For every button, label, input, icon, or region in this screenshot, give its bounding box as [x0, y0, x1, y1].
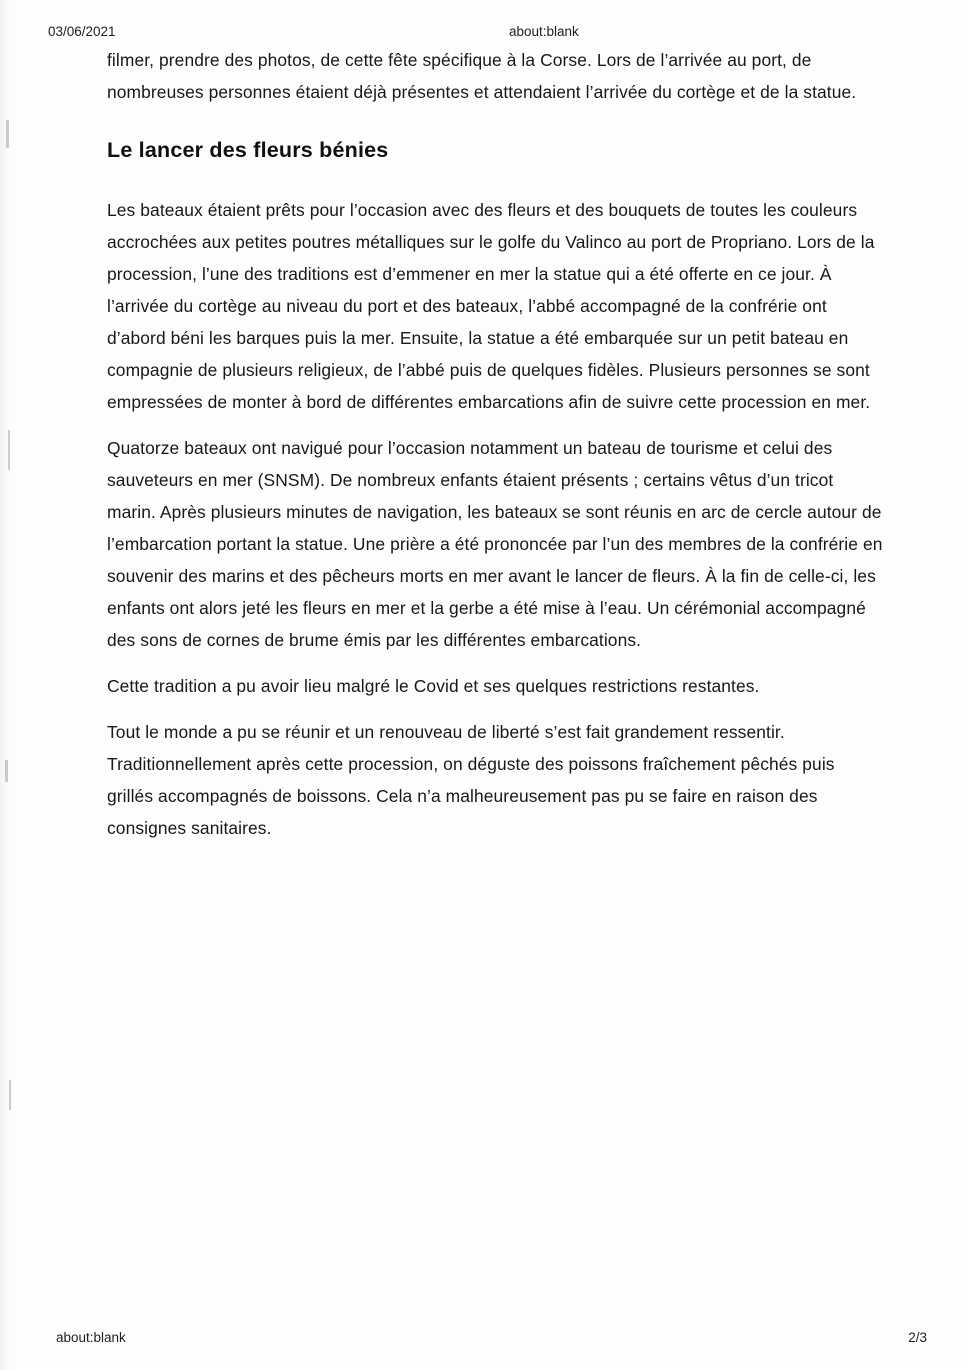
paragraph-3: Cette tradition a pu avoir lieu malgré le Covid et ses quelques restrictions restantes. — [107, 676, 760, 696]
scan-edge-artifact — [0, 0, 14, 1370]
page-header — [0, 24, 969, 42]
paragraph-2: Quatorze bateaux ont navigué pour l’occasion notamment un bateau de tourisme et celui des sauveteurs en mer (SNSM). De nombreux enfants étaient présents ; certains vêtus d’un tricot marin. Après plusieurs minutes de navigation, les bateaux se sont réunis en arc de cercle autour de l’embarcation portant la statue. Une prière a été prononcée par l’un des membres de la confrérie en souvenir des marins et des pêcheurs morts en mer avant le lancer de fleurs. À la fin de celle-ci, les enfants ont alors jeté les fleurs en mer et la gerbe a été mise à l’eau. Un cérémonial accompagné des sons de cornes de brume émis par les différentes embarcations. — [107, 438, 883, 650]
continued-paragraph: filmer, prendre des photos, de cette fête spécifique à la Corse. Lors de l’arrivée au port, de nombreuses personnes étaient déjà présentes et attendaient l’arrivée du cortège et de la statue. — [107, 50, 857, 102]
header-date: 03/06/2021 — [48, 24, 116, 39]
scan-speck — [8, 430, 10, 470]
scan-speck — [9, 1080, 11, 1110]
paragraph-1: Les bateaux étaient prêts pour l’occasion avec des fleurs et des bouquets de toutes les couleurs accrochées aux petites poutres métalliques sur le golfe du Valinco au port de Propriano. Lors de la procession, l’une des traditions est d’emmener en mer la statue qui a été offerte en ce jour. À l’arrivée du cortège au niveau du port et des bateaux, l’abbé accompagné de la confrérie ont d’abord béni les barques puis la mer. Ensuite, la statue a été embarquée sur un petit bateau en compagnie de plusieurs religieux, de l’abbé puis de quelques fidèles. Plusieurs personnes se sont empressées de monter à bord de différentes embarcations afin de suivre cette procession en mer. — [107, 200, 875, 412]
header-url: about:blank — [509, 24, 579, 39]
footer-url: about:blank — [56, 1330, 126, 1345]
page-footer — [0, 1330, 969, 1348]
scan-speck — [5, 760, 8, 782]
section-heading: Le lancer des fleurs bénies — [107, 138, 389, 162]
scan-speck — [6, 120, 9, 148]
paragraph-4: Tout le monde a pu se réunir et un renouveau de liberté s’est fait grandement ressentir. Traditionnellement après cette procession, on déguste des poissons fraîchement pêchés puis grillés accompagnés de boissons. Cela n’a malheureusement pas pu se faire en raison des consignes sanitaires. — [107, 722, 835, 838]
document-body — [107, 44, 885, 858]
page-number: 2/3 — [908, 1330, 927, 1345]
